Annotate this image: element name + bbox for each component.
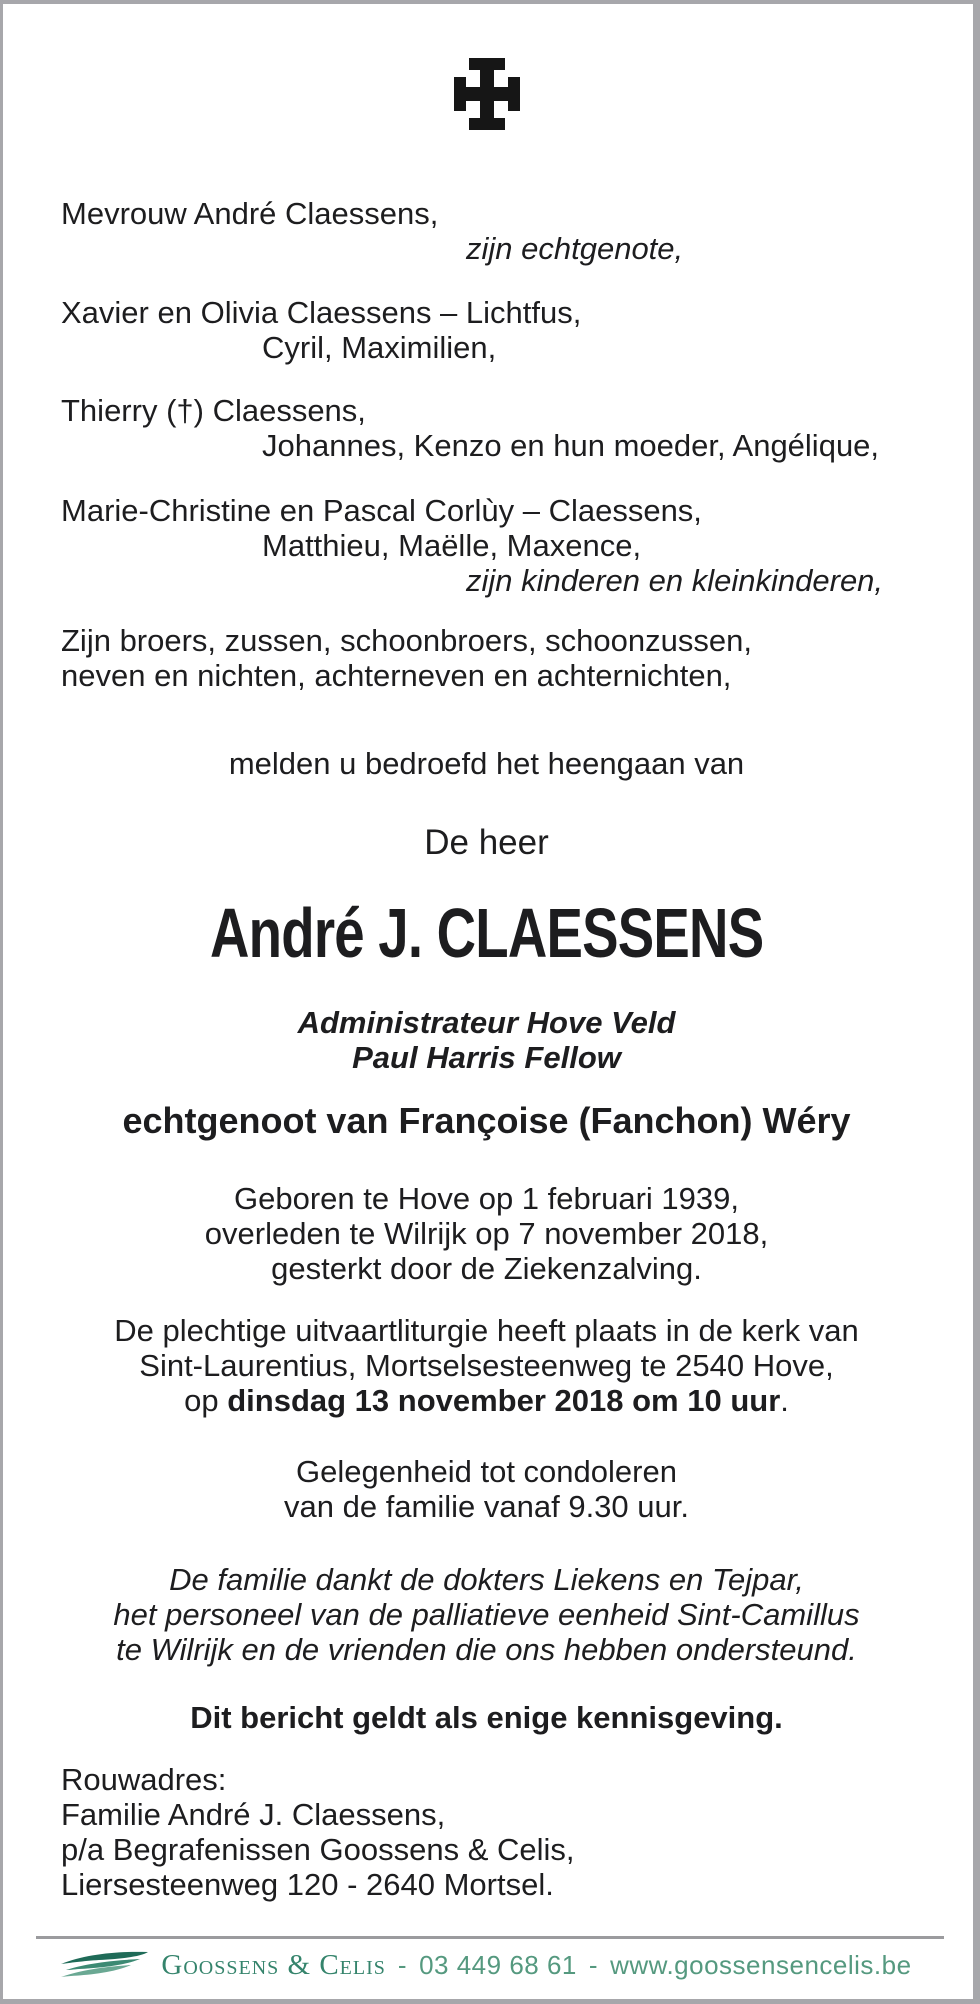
- service-date-line: [0, 1383, 973, 1418]
- footer-separator: -: [397, 1950, 408, 1980]
- family-line: Mevrouw André Claessens,: [61, 196, 439, 231]
- family-line: Johannes, Kenzo en hun moeder, Angélique,: [262, 428, 880, 463]
- funeral-home-footer: [0, 1942, 973, 1988]
- service-date: dinsdag 13 november 2018 om 10 uur: [227, 1383, 781, 1418]
- family-line: Matthieu, Maëlle, Maxence,: [262, 528, 642, 563]
- condolence-line: Gelegenheid tot condoleren: [296, 1454, 677, 1489]
- mourning-address-line: Liersesteenweg 120 - 2640 Mortsel.: [61, 1867, 554, 1902]
- deceased-name: André J. CLAESSENS: [209, 894, 764, 972]
- family-line: Thierry (†) Claessens,: [61, 393, 366, 428]
- family-line: Zijn broers, zussen, schoonbroers, schoonzussen,: [61, 623, 752, 658]
- title-line: De heer: [424, 823, 549, 862]
- family-line: Marie-Christine en Pascal Corlùy – Claessens,: [61, 493, 702, 528]
- condolence-line: van de familie vanaf 9.30 uur.: [284, 1489, 689, 1524]
- cross-potent-icon: [453, 58, 521, 130]
- thanks-line: De familie dankt de dokters Liekens en Tejpar,: [169, 1562, 804, 1597]
- spouse-line: echtgenoot van Françoise (Fanchon) Wéry: [122, 1100, 851, 1141]
- family-block-marie: [0, 493, 973, 598]
- family-block-thierry: [0, 393, 973, 463]
- honors-block: [0, 1005, 973, 1075]
- service-date-suffix: .: [780, 1383, 789, 1418]
- honor-line: Administrateur Hove Veld: [297, 1005, 676, 1040]
- funeral-home-name: Goossens & Celis: [161, 1948, 386, 1981]
- service-line: Sint-Laurentius, Mortselsesteenweg te 2540 Hove,: [139, 1348, 834, 1383]
- announce-line: melden u bedroefd het heengaan van: [228, 746, 745, 781]
- condolence-block: [0, 1454, 973, 1524]
- footer-divider: [36, 1936, 944, 1939]
- funeral-home-website: www.goossensencelis.be: [610, 1950, 912, 1980]
- life-date-line: gesterkt door de Ziekenzalving.: [271, 1251, 702, 1286]
- service-line: De plechtige uitvaartliturgie heeft plaats in de kerk van: [114, 1313, 859, 1348]
- wave-logo-icon: [61, 1950, 149, 1980]
- mourning-address-label: Rouwadres:: [61, 1762, 227, 1797]
- notice-line: Dit bericht geldt als enige kennisgeving.: [190, 1700, 783, 1735]
- funeral-home-phone: 03 449 68 61: [419, 1950, 577, 1980]
- family-block-relatives: [0, 623, 973, 693]
- service-date-prefix: op: [184, 1383, 228, 1418]
- thanks-line: te Wilrijk en de vrienden die ons hebben ondersteund.: [116, 1632, 857, 1667]
- mourning-address-block: [0, 1762, 973, 1902]
- attribution-line: zijn kinderen en kleinkinderen,: [466, 563, 884, 598]
- mourning-address-line: p/a Begrafenissen Goossens & Celis,: [61, 1832, 575, 1867]
- family-line: Xavier en Olivia Claessens – Lichtfus,: [61, 295, 582, 330]
- service-block: [0, 1313, 973, 1418]
- honor-line: Paul Harris Fellow: [352, 1040, 621, 1075]
- family-block-spouse: [0, 196, 973, 266]
- attribution-line: zijn echtgenote,: [466, 231, 684, 266]
- life-date-line: overleden te Wilrijk op 7 november 2018,: [204, 1216, 769, 1251]
- thanks-line: het personeel van de palliatieve eenheid Sint-Camillus: [113, 1597, 860, 1632]
- family-line: neven en nichten, achterneven en achternichten,: [61, 658, 732, 693]
- mourning-address-line: Familie André J. Claessens,: [61, 1797, 446, 1832]
- family-line: Cyril, Maximilien,: [262, 330, 497, 365]
- life-date-line: Geboren te Hove op 1 februari 1939,: [234, 1181, 739, 1216]
- life-dates-block: [0, 1181, 973, 1286]
- cross-header: [0, 58, 973, 135]
- footer-separator: -: [588, 1950, 599, 1980]
- family-block-xavier: [0, 295, 973, 365]
- thanks-block: [0, 1562, 973, 1667]
